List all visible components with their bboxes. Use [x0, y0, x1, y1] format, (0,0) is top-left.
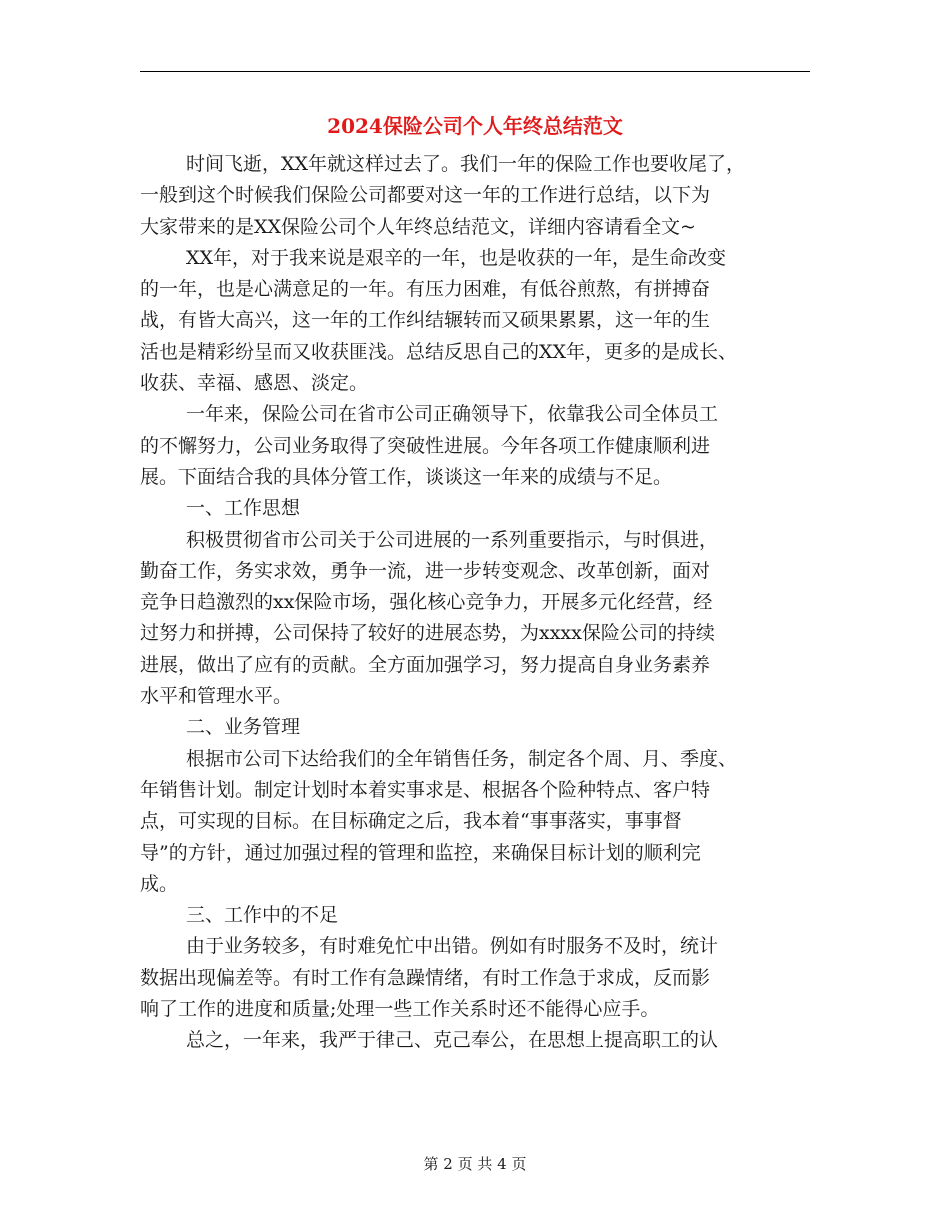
- document-body: [140, 149, 810, 1057]
- text-line: 导”的方针，通过加强过程的管理和监控，来确保目标计划的顺利完: [140, 841, 701, 864]
- text-line: 过努力和拼搏，公司保持了较好的进展态势，为xxxx保险公司的持续: [140, 622, 715, 645]
- text-line: 二、业务管理: [186, 716, 301, 739]
- text-line: 一、工作思想: [186, 497, 301, 520]
- text-line: 竞争日趋激烈的xx保险市场，强化核心竞争力，开展多元化经营，经: [140, 591, 713, 614]
- text-line: 根据市公司下达给我们的全年销售任务，制定各个周、月、季度、: [186, 747, 738, 770]
- text-line: 点，可实现的目标。在目标确定之后，我本着“事事落实，事事督: [140, 810, 682, 833]
- text-line: 总之，一年来，我严于律己、克己奉公，在思想上提高职工的认: [186, 1029, 719, 1052]
- text-line: 活也是精彩纷呈而又收获匪浅。总结反思自己的XX年，更多的是成长、: [140, 340, 738, 363]
- text-line: 一年来，保险公司在省市公司正确领导下，依靠我公司全体员工: [186, 403, 719, 426]
- text-line: 成。: [140, 872, 179, 895]
- text-line: 数据出现偏差等。有时工作有急躁情绪，有时工作急于求成，反而影: [140, 966, 711, 989]
- document-title: 2024保险公司个人年终总结范文: [327, 114, 623, 138]
- text-line: 一般到这个时候我们保险公司都要对这一年的工作进行总结，以下为: [140, 184, 711, 207]
- text-line: XX年，对于我来说是艰辛的一年，也是收获的一年，是生命改变: [186, 246, 727, 269]
- text-line: 的一年，也是心满意足的一年。有压力困难，有低谷煎熬，有拼搏奋: [140, 278, 711, 301]
- text-line: 大家带来的是XX保险公司个人年终总结范文，详细内容请看全文~: [140, 215, 696, 238]
- text-line: 展。下面结合我的具体分管工作，谈谈这一年来的成绩与不足。: [140, 465, 673, 488]
- text-line: 积极贯彻省市公司关于公司进展的一系列重要指示，与时俱进，: [186, 528, 719, 551]
- text-line: 水平和管理水平。: [140, 685, 293, 708]
- text-line: 战，有皆大高兴，这一年的工作纠结辗转而又硕果累累，这一年的生: [140, 309, 711, 332]
- text-line: 年销售计划。制定计划时本着实事求是、根据各个险种特点、客户特: [140, 778, 711, 801]
- text-line: 由于业务较多，有时难免忙中出错。例如有时服务不及时，统计: [186, 935, 719, 958]
- text-line: 收获、幸福、感恩、淡定。: [140, 372, 369, 395]
- text-line: 勤奋工作，务实求效，勇争一流，进一步转变观念、改革创新，面对: [140, 559, 711, 582]
- text-line: 响了工作的进度和质量;处理一些工作关系时还不能得心应手。: [140, 998, 660, 1021]
- text-line: 三、工作中的不足: [186, 904, 339, 927]
- header-rule: [140, 71, 810, 72]
- text-line: 进展，做出了应有的贡献。全方面加强学习，努力提高自身业务素养: [140, 653, 711, 676]
- page-footer: 第 2 页 共 4 页: [423, 1155, 527, 1173]
- text-line: 时间飞逝，XX年就这样过去了。我们一年的保险工作也要收尾了，: [186, 153, 746, 175]
- text-line: 的不懈努力，公司业务取得了突破性进展。今年各项工作健康顺利进: [140, 434, 711, 457]
